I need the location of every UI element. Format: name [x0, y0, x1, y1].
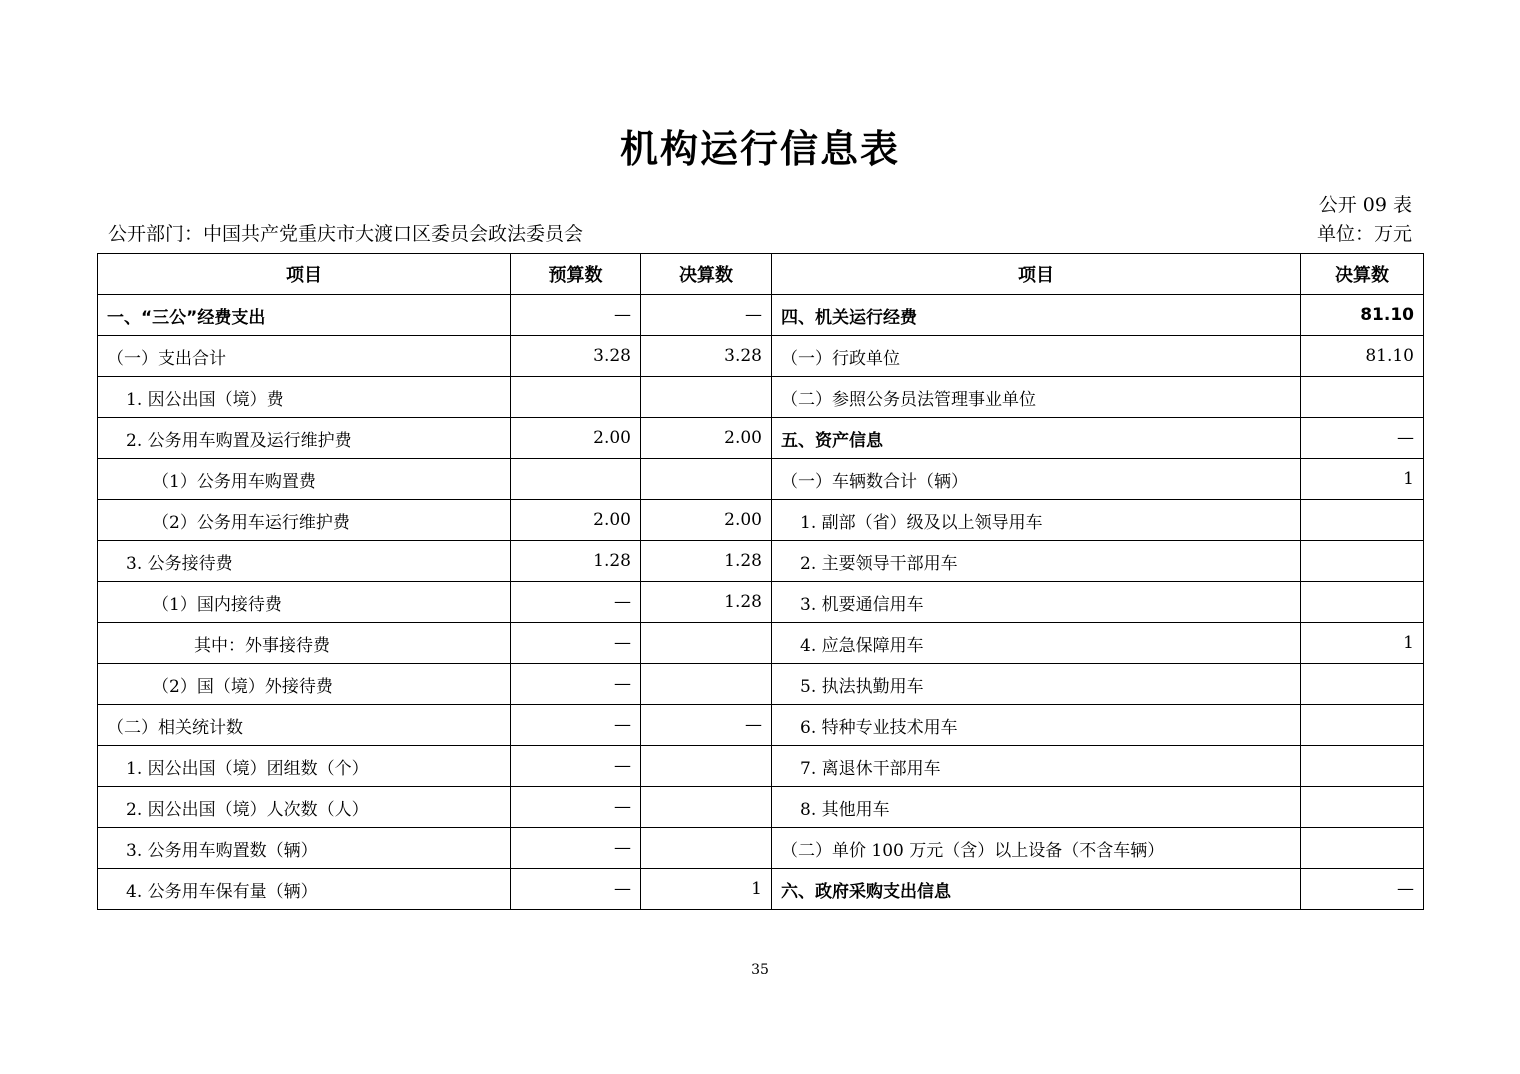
left-item: 2. 公务用车购置及运行维护费: [98, 418, 511, 459]
budget-value: —: [511, 787, 641, 828]
right-item: 1. 副部（省）级及以上领导用车: [772, 500, 1301, 541]
table-row: [98, 828, 1424, 869]
right-item: （一）车辆数合计（辆）: [772, 459, 1301, 500]
table-row: [98, 541, 1424, 582]
left-item: （1）公务用车购置费: [98, 459, 511, 500]
final-value: [641, 623, 772, 664]
final-value: —: [641, 295, 772, 336]
final-value: 1: [641, 869, 772, 910]
left-item: （一）支出合计: [98, 336, 511, 377]
final-value: 2.00: [641, 418, 772, 459]
right-item: 6. 特种专业技术用车: [772, 705, 1301, 746]
budget-value: 2.00: [511, 418, 641, 459]
budget-value: —: [511, 869, 641, 910]
table-row: [98, 377, 1424, 418]
final-value: —: [641, 705, 772, 746]
right-final-value: [1301, 541, 1424, 582]
left-item: 1. 因公出国（境）团组数（个）: [98, 746, 511, 787]
right-final-value: —: [1301, 869, 1424, 910]
table-row: [98, 664, 1424, 705]
table-row: [98, 295, 1424, 336]
budget-value: —: [511, 664, 641, 705]
table-row: [98, 418, 1424, 459]
budget-value: —: [511, 623, 641, 664]
header-left-item: 项目: [98, 254, 511, 295]
budget-value: 1.28: [511, 541, 641, 582]
budget-value: —: [511, 582, 641, 623]
table-row: [98, 623, 1424, 664]
right-item: 五、资产信息: [772, 418, 1301, 459]
final-value: [641, 828, 772, 869]
table-row: [98, 787, 1424, 828]
header-final: 决算数: [641, 254, 772, 295]
page-title: 机构运行信息表: [619, 127, 900, 171]
final-value: 2.00: [641, 500, 772, 541]
right-item: （一）行政单位: [772, 336, 1301, 377]
right-item: 4. 应急保障用车: [772, 623, 1301, 664]
left-item: 3. 公务接待费: [98, 541, 511, 582]
budget-value: [511, 459, 641, 500]
right-item: 2. 主要领导干部用车: [772, 541, 1301, 582]
right-final-value: 1: [1301, 623, 1424, 664]
right-item: 7. 离退休干部用车: [772, 746, 1301, 787]
budget-value: —: [511, 746, 641, 787]
right-final-value: [1301, 500, 1424, 541]
header-right-item: 项目: [772, 254, 1301, 295]
final-value: 3.28: [641, 336, 772, 377]
table-row: [98, 869, 1424, 910]
final-value: 1.28: [641, 541, 772, 582]
table-row: [98, 746, 1424, 787]
budget-value: 2.00: [511, 500, 641, 541]
header-right-final: 决算数: [1301, 254, 1424, 295]
final-value: [641, 787, 772, 828]
form-number: 公开 09 表: [1318, 194, 1412, 216]
final-value: [641, 746, 772, 787]
left-item: 一、“三公”经费支出: [98, 295, 511, 336]
right-final-value: [1301, 746, 1424, 787]
left-item: 3. 公务用车购置数（辆）: [98, 828, 511, 869]
right-item: 8. 其他用车: [772, 787, 1301, 828]
right-final-value: [1301, 787, 1424, 828]
budget-value: 3.28: [511, 336, 641, 377]
right-final-value: 81.10: [1301, 295, 1424, 336]
table-row: [98, 500, 1424, 541]
left-item: （二）相关统计数: [98, 705, 511, 746]
left-item: （2）国（境）外接待费: [98, 664, 511, 705]
left-item: 其中：外事接待费: [98, 623, 511, 664]
final-value: 1.28: [641, 582, 772, 623]
final-value: [641, 377, 772, 418]
department-label: 公开部门：中国共产党重庆市大渡口区委员会政法委员会: [108, 223, 584, 245]
right-item: 四、机关运行经费: [772, 295, 1301, 336]
table-row: [98, 705, 1424, 746]
budget-value: [511, 377, 641, 418]
table-header-row: [98, 254, 1424, 295]
left-item: （2）公务用车运行维护费: [98, 500, 511, 541]
right-item: 六、政府采购支出信息: [772, 869, 1301, 910]
left-item: 1. 因公出国（境）费: [98, 377, 511, 418]
table-row: [98, 582, 1424, 623]
budget-value: —: [511, 705, 641, 746]
table-row: [98, 459, 1424, 500]
right-final-value: [1301, 582, 1424, 623]
budget-value: —: [511, 828, 641, 869]
right-final-value: [1301, 705, 1424, 746]
header-budget: 预算数: [511, 254, 641, 295]
right-item: 5. 执法执勤用车: [772, 664, 1301, 705]
right-final-value: —: [1301, 418, 1424, 459]
unit-label: 单位：万元: [1316, 223, 1412, 245]
right-item: （二）参照公务员法管理事业单位: [772, 377, 1301, 418]
right-final-value: 1: [1301, 459, 1424, 500]
left-item: （1）国内接待费: [98, 582, 511, 623]
info-table: [97, 253, 1424, 910]
budget-value: —: [511, 295, 641, 336]
right-final-value: [1301, 664, 1424, 705]
final-value: [641, 459, 772, 500]
right-item: 3. 机要通信用车: [772, 582, 1301, 623]
final-value: [641, 664, 772, 705]
table-row: [98, 336, 1424, 377]
left-item: 2. 因公出国（境）人次数（人）: [98, 787, 511, 828]
left-item: 4. 公务用车保有量（辆）: [98, 869, 511, 910]
right-final-value: [1301, 828, 1424, 869]
right-final-value: 81.10: [1301, 336, 1424, 377]
right-item: （二）单价 100 万元（含）以上设备（不含车辆）: [772, 828, 1301, 869]
right-final-value: [1301, 377, 1424, 418]
page-number: 35: [751, 962, 769, 978]
